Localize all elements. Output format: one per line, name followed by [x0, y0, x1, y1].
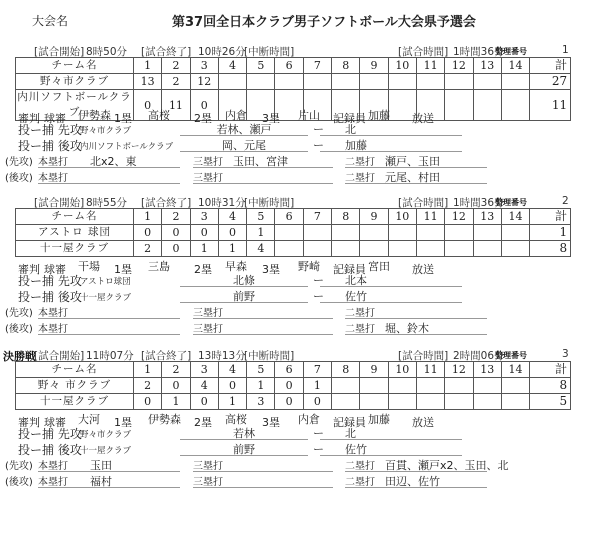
inning-score: 0 — [190, 394, 218, 410]
inning-header: 1 — [134, 58, 162, 74]
double-label: 二塁打 — [345, 461, 375, 472]
start-time: 8時50分 — [86, 46, 128, 58]
recorder-label: 記録員 — [333, 263, 366, 276]
home-run-label: 本塁打 — [38, 461, 68, 472]
battery-label: 投ー捕 先攻 — [18, 274, 82, 288]
inning-header: 13 — [473, 362, 501, 378]
team-total: 5 — [530, 394, 571, 410]
total-header: 計 — [530, 362, 571, 378]
inning-score — [501, 241, 529, 257]
seq-label: 整理番号 — [495, 198, 527, 207]
home-run-label: 本塁打 — [38, 308, 68, 319]
first-base-label: 1塁 — [114, 263, 132, 276]
inning-score — [445, 74, 473, 90]
inning-header: 2 — [162, 209, 190, 225]
scoreboard-header-row — [16, 209, 571, 225]
catcher-field: 北本 — [320, 272, 462, 287]
inning-score — [360, 394, 388, 410]
side-label: (先攻) — [5, 461, 33, 472]
inning-score: 0 — [162, 241, 190, 257]
inning-score: 0 — [218, 378, 246, 394]
inning-score — [332, 225, 360, 241]
inning-score: 0 — [134, 90, 162, 121]
plate-umpire-label: 球審 — [44, 263, 66, 276]
team-total: 8 — [530, 241, 571, 257]
battery-team-name: アストロ球団 — [80, 277, 131, 287]
home-run-players: 玉田 — [90, 459, 112, 472]
inning-score — [445, 241, 473, 257]
dash: ー — [313, 443, 324, 456]
team-row — [16, 394, 571, 410]
seq-label: 整理番号 — [495, 47, 527, 56]
triple-label: 三塁打 — [193, 461, 223, 472]
inning-score — [332, 74, 360, 90]
inning-score — [501, 90, 529, 121]
team-name: 野々市クラブ — [16, 74, 134, 90]
inning-score — [388, 225, 416, 241]
double-label: 二塁打 — [345, 157, 375, 168]
end-time: 10時31分 — [198, 197, 246, 209]
game-block — [0, 44, 600, 189]
team-header: チーム名 — [16, 362, 134, 378]
inning-score: 1 — [190, 241, 218, 257]
home-run-players: 北x2、東 — [90, 155, 137, 168]
inning-header: 6 — [275, 209, 303, 225]
inning-header: 11 — [416, 209, 444, 225]
inning-header: 4 — [218, 362, 246, 378]
team-row — [16, 241, 571, 257]
game-block — [0, 348, 600, 493]
battery-label: 投ー捕 先攻 — [18, 427, 82, 441]
inning-header: 2 — [162, 58, 190, 74]
inning-header: 10 — [388, 362, 416, 378]
inning-score — [303, 241, 331, 257]
inning-score: 4 — [190, 378, 218, 394]
scoreboard-table — [15, 361, 571, 410]
inning-header: 3 — [190, 209, 218, 225]
inning-score — [332, 378, 360, 394]
dash: ー — [313, 123, 324, 136]
seq-label: 整理番号 — [495, 351, 527, 360]
start-time: 8時55分 — [86, 197, 128, 209]
inning-score: 0 — [134, 394, 162, 410]
inning-score: 1 — [303, 378, 331, 394]
inning-score: 0 — [190, 90, 218, 121]
inning-score: 4 — [247, 241, 275, 257]
inning-score — [501, 74, 529, 90]
inning-header: 1 — [134, 362, 162, 378]
triple-label: 三塁打 — [193, 157, 223, 168]
inning-score — [388, 74, 416, 90]
inning-header: 12 — [445, 58, 473, 74]
second-base-label: 2塁 — [194, 416, 212, 429]
team-name: 十一屋クラブ — [16, 241, 134, 257]
double-players: 百貫、瀬戸x2、玉田、北 — [385, 459, 509, 472]
dash: ー — [313, 139, 324, 152]
inning-header: 4 — [218, 58, 246, 74]
pitcher-field: 若林 — [180, 425, 308, 440]
inning-header: 4 — [218, 209, 246, 225]
inning-header: 5 — [247, 58, 275, 74]
dash: ー — [313, 274, 324, 287]
catcher-field: 北 — [320, 425, 462, 440]
catcher-field: 加藤 — [320, 137, 462, 152]
second-base-umpire: 内倉 — [225, 109, 247, 122]
side-label: (先攻) — [5, 157, 33, 168]
inning-score — [416, 378, 444, 394]
inning-score: 12 — [190, 74, 218, 90]
umpire-label: 審判 — [18, 263, 40, 276]
inning-score: 0 — [275, 378, 303, 394]
inning-score: 2 — [162, 74, 190, 90]
seq-number: 1 — [562, 44, 569, 56]
scoreboard-header-row — [16, 362, 571, 378]
page-title: 第37回全日本クラブ男子ソフトボール大会県予選会 — [172, 15, 476, 30]
battery-team-name: 十一屋クラブ — [80, 293, 132, 303]
first-base-umpire: 高桜 — [148, 109, 170, 122]
pitcher-field: 前野 — [180, 288, 308, 303]
duration-label: [試合時間] — [398, 197, 449, 209]
team-header: チーム名 — [16, 58, 134, 74]
inning-header: 3 — [190, 58, 218, 74]
inning-header: 8 — [332, 362, 360, 378]
start-label: [試合開始] — [34, 197, 85, 209]
inning-score — [247, 74, 275, 90]
umpire-label: 審判 — [18, 416, 40, 429]
inning-score: 13 — [134, 74, 162, 90]
suspend-label: [中断時間] — [244, 46, 295, 58]
home-run-label: 本塁打 — [38, 157, 68, 168]
inning-score — [275, 225, 303, 241]
pitcher-field: 前野 — [180, 441, 308, 456]
inning-score — [360, 74, 388, 90]
team-name: 内川ソフトボールクラブ — [16, 90, 134, 121]
dash: ー — [313, 290, 324, 303]
end-label: [試合終了] — [141, 197, 192, 209]
third-base-umpire: 片山 — [298, 109, 320, 122]
side-label: (先攻) — [5, 308, 33, 319]
double-label: 二塁打 — [345, 173, 375, 184]
team-total: 27 — [530, 74, 571, 90]
inning-score: 1 — [247, 378, 275, 394]
triple-label: 三塁打 — [193, 477, 223, 488]
inning-score — [473, 225, 501, 241]
inning-header: 13 — [473, 58, 501, 74]
first-base-umpire: 伊勢森 — [148, 413, 181, 426]
start-label: [試合開始] — [34, 46, 85, 58]
inning-header: 2 — [162, 362, 190, 378]
battery-team-name: 十一屋クラブ — [80, 446, 132, 456]
inning-score — [360, 225, 388, 241]
inning-score — [416, 394, 444, 410]
inning-score — [445, 394, 473, 410]
inning-header: 5 — [247, 209, 275, 225]
third-base-umpire: 内倉 — [298, 413, 320, 426]
inning-header: 6 — [275, 362, 303, 378]
inning-header: 14 — [501, 58, 529, 74]
plate-umpire-label: 球審 — [44, 112, 66, 125]
team-row — [16, 378, 571, 394]
inning-score: 1 — [218, 241, 246, 257]
first-base-umpire: 三島 — [148, 260, 170, 273]
end-label: [試合終了] — [141, 46, 192, 58]
inning-score: 0 — [275, 394, 303, 410]
double-players: 田辺、佐竹 — [385, 475, 440, 488]
inning-header: 11 — [416, 362, 444, 378]
inning-header: 10 — [388, 209, 416, 225]
team-row — [16, 225, 571, 241]
inning-header: 10 — [388, 58, 416, 74]
catcher-field: 佐竹 — [320, 288, 462, 303]
catcher-field: 佐竹 — [320, 441, 462, 456]
inning-header: 8 — [332, 209, 360, 225]
inning-score: 11 — [162, 90, 190, 121]
inning-score — [501, 378, 529, 394]
pitcher-field: 若林、瀬戸 — [180, 121, 308, 136]
recorder: 加藤 — [368, 109, 390, 122]
recorder-label: 記録員 — [333, 416, 366, 429]
inning-score — [332, 394, 360, 410]
battery-label: 投ー捕 後攻 — [18, 443, 82, 457]
inning-score — [275, 241, 303, 257]
seq-number: 3 — [562, 348, 569, 360]
broadcast-label: 放送 — [412, 263, 434, 276]
inning-score — [416, 241, 444, 257]
duration-time: 1時間36分 — [453, 46, 505, 58]
inning-score — [388, 378, 416, 394]
side-label: (後攻) — [5, 173, 33, 184]
triple-label: 三塁打 — [193, 308, 223, 319]
inning-score: 0 — [162, 378, 190, 394]
inning-header: 12 — [445, 209, 473, 225]
double-label: 二塁打 — [345, 308, 375, 319]
home-run-label: 本塁打 — [38, 173, 68, 184]
second-base-label: 2塁 — [194, 263, 212, 276]
second-base-umpire: 高桜 — [225, 413, 247, 426]
team-total: 1 — [530, 225, 571, 241]
double-label: 二塁打 — [345, 324, 375, 335]
inning-score — [445, 225, 473, 241]
inning-header: 7 — [303, 362, 331, 378]
side-label: (後攻) — [5, 477, 33, 488]
inning-header: 9 — [360, 58, 388, 74]
plate-umpire: 伊勢森 — [78, 109, 111, 122]
inning-score — [445, 90, 473, 121]
end-time: 10時26分 — [198, 46, 246, 58]
inning-score — [416, 225, 444, 241]
recorder-label: 記録員 — [333, 112, 366, 125]
game-type-label: 決勝戦 — [3, 350, 36, 363]
home-run-label: 本塁打 — [38, 324, 68, 335]
team-header: チーム名 — [16, 209, 134, 225]
scoreboard-header-row — [16, 58, 571, 74]
inning-header: 13 — [473, 209, 501, 225]
inning-header: 5 — [247, 362, 275, 378]
third-base-label: 3塁 — [262, 112, 280, 125]
plate-umpire-label: 球審 — [44, 416, 66, 429]
inning-score: 0 — [303, 394, 331, 410]
inning-score — [303, 74, 331, 90]
duration-time: 1時間36分 — [453, 197, 505, 209]
inning-score: 0 — [162, 225, 190, 241]
third-base-label: 3塁 — [262, 416, 280, 429]
inning-header: 7 — [303, 209, 331, 225]
third-base-umpire: 野崎 — [298, 260, 320, 273]
home-run-label: 本塁打 — [38, 477, 68, 488]
recorder: 宮田 — [368, 260, 390, 273]
inning-score — [303, 225, 331, 241]
plate-umpire: 大河 — [78, 413, 100, 426]
game-block — [0, 195, 600, 340]
inning-score: 1 — [218, 394, 246, 410]
inning-header: 9 — [360, 362, 388, 378]
pitcher-field: 北條 — [180, 272, 308, 287]
inning-header: 9 — [360, 209, 388, 225]
plate-umpire: 干場 — [78, 260, 100, 273]
broadcast-label: 放送 — [412, 416, 434, 429]
double-players: 堀、鈴木 — [385, 322, 429, 335]
inning-score — [388, 394, 416, 410]
battery-team-name: 野々市クラブ — [80, 430, 132, 440]
duration-label: [試合時間] — [398, 46, 449, 58]
suspend-label: [中断時間] — [244, 350, 295, 362]
inning-score — [473, 378, 501, 394]
team-name: 野々 市クラブ — [16, 378, 134, 394]
battery-label: 投ー捕 後攻 — [18, 290, 82, 304]
inning-score: 2 — [134, 378, 162, 394]
inning-header: 7 — [303, 58, 331, 74]
dash: ー — [313, 427, 324, 440]
inning-score — [445, 378, 473, 394]
end-label: [試合終了] — [141, 350, 192, 362]
first-base-label: 1塁 — [114, 416, 132, 429]
inning-score — [360, 241, 388, 257]
inning-score — [218, 74, 246, 90]
inning-score: 1 — [247, 225, 275, 241]
umpire-label: 審判 — [18, 112, 40, 125]
tournament-label: 大会名 — [32, 14, 69, 28]
recorder: 加藤 — [368, 413, 390, 426]
side-label: (後攻) — [5, 324, 33, 335]
inning-score: 0 — [190, 225, 218, 241]
inning-header: 11 — [416, 58, 444, 74]
triple-label: 三塁打 — [193, 173, 223, 184]
battery-label: 投ー捕 先攻 — [18, 123, 82, 137]
home-run-players: 福村 — [90, 475, 112, 488]
team-total: 8 — [530, 378, 571, 394]
second-base-umpire: 早森 — [225, 260, 247, 273]
catcher-field: 北 — [320, 121, 462, 136]
second-base-label: 2塁 — [194, 112, 212, 125]
triple-players: 玉田、宮津 — [233, 155, 288, 168]
pitcher-field: 岡、元尾 — [180, 137, 308, 152]
battery-team-name: 内川ソフトボールクラブ — [80, 142, 174, 152]
inning-score: 3 — [247, 394, 275, 410]
total-header: 計 — [530, 209, 571, 225]
first-base-label: 1塁 — [114, 112, 132, 125]
broadcast-label: 放送 — [412, 112, 434, 125]
inning-score: 0 — [134, 225, 162, 241]
inning-score: 2 — [134, 241, 162, 257]
inning-header: 1 — [134, 209, 162, 225]
inning-score: 0 — [218, 225, 246, 241]
start-label: [試合開始] — [34, 350, 85, 362]
double-players: 元尾、村田 — [385, 171, 440, 184]
third-base-label: 3塁 — [262, 263, 280, 276]
team-row — [16, 74, 571, 90]
team-total: 11 — [530, 90, 571, 121]
end-time: 13時13分 — [198, 350, 246, 362]
inning-score — [473, 394, 501, 410]
inning-header: 14 — [501, 209, 529, 225]
scoreboard-table — [15, 208, 571, 257]
inning-score — [501, 394, 529, 410]
triple-label: 三塁打 — [193, 324, 223, 335]
inning-score — [332, 241, 360, 257]
double-players: 瀬戸、玉田 — [385, 155, 440, 168]
battery-team-name: 野々市クラブ — [80, 126, 132, 136]
seq-number: 2 — [562, 195, 569, 207]
battery-label: 投ー捕 後攻 — [18, 139, 82, 153]
double-label: 二塁打 — [345, 477, 375, 488]
inning-header: 6 — [275, 58, 303, 74]
inning-score — [501, 225, 529, 241]
inning-score — [388, 241, 416, 257]
inning-header: 8 — [332, 58, 360, 74]
team-name: アストロ 球団 — [16, 225, 134, 241]
inning-score — [275, 74, 303, 90]
inning-header: 3 — [190, 362, 218, 378]
total-header: 計 — [530, 58, 571, 74]
duration-label: [試合時間] — [398, 350, 449, 362]
inning-score: 1 — [162, 394, 190, 410]
suspend-label: [中断時間] — [244, 197, 295, 209]
inning-header: 12 — [445, 362, 473, 378]
team-name: 十一屋クラブ — [16, 394, 134, 410]
inning-score — [473, 90, 501, 121]
start-time: 11時07分 — [86, 350, 134, 362]
inning-score — [473, 241, 501, 257]
inning-header: 14 — [501, 362, 529, 378]
duration-time: 2時間06分 — [453, 350, 505, 362]
inning-score — [416, 74, 444, 90]
inning-score — [473, 74, 501, 90]
inning-score — [360, 378, 388, 394]
